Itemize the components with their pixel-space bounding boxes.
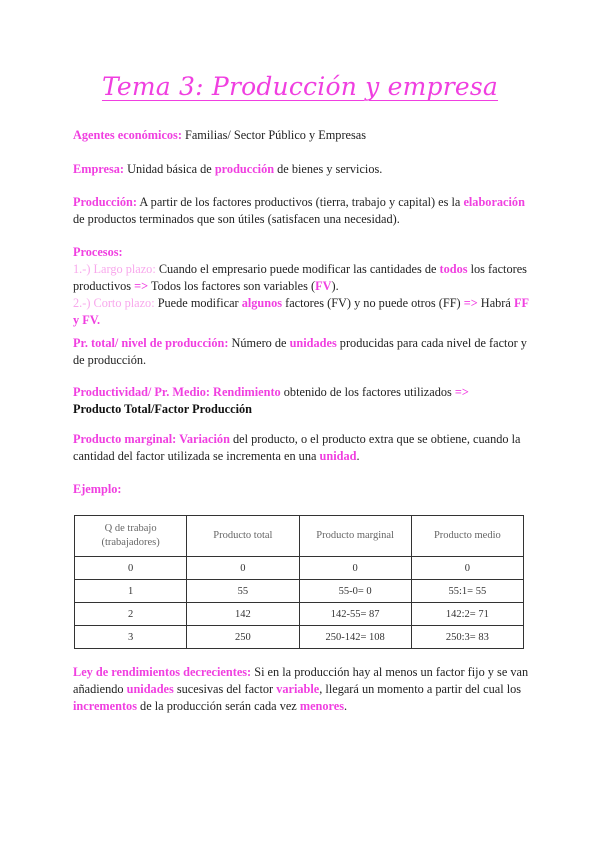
productividad-formula: Producto Total/Factor Producción xyxy=(73,402,252,416)
agentes-label: Agentes económicos: xyxy=(73,128,182,142)
table-row xyxy=(75,626,524,649)
agentes-text: Familias/ Sector Público y Empresas xyxy=(181,128,367,142)
productividad-paragraph: Productividad/ Pr. Medio: Rendimiento obtenido de los factores utilizados => Producto Total/Factor Producción xyxy=(73,384,533,418)
ley-label: Ley de rendimientos decrecientes: xyxy=(73,665,252,679)
ley-paragraph: Ley de rendimientos decrecientes: Si en la producción hay al menos un factor fijo y se van añadiendo unidades sucesivas del factor variable, llegará un momento a partir del cual los incrementos de la producción serán cada vez menores. xyxy=(73,665,529,713)
table-cell: 250 xyxy=(187,626,299,649)
table-cell: 55 xyxy=(187,580,299,603)
corto-plazo-item: 2.-) Corto plazo: Puede modificar algunos factores (FV) y no puede otros (FF) => Habrá FF y FV. xyxy=(73,296,529,327)
productividad-label: Productividad/ Pr. Medio: xyxy=(73,385,210,399)
largo-plazo-item: 1.-) Largo plazo: Cuando el empresario puede modificar las cantidades de todos los factores productivos => Todos los factores son variables (FV). xyxy=(73,262,527,293)
table-header-cell: Producto medio xyxy=(411,516,523,557)
table-cell: 55-0= 0 xyxy=(299,580,411,603)
table-header-cell: Producto total xyxy=(187,516,299,557)
table-header-cell: Q de trabajo (trabajadores) xyxy=(75,516,187,557)
agentes-paragraph xyxy=(73,127,533,144)
table-cell: 0 xyxy=(411,557,523,580)
table-cell: 142-55= 87 xyxy=(299,603,411,626)
table-header-cell: Producto marginal xyxy=(299,516,411,557)
table-cell: 250:3= 83 xyxy=(411,626,523,649)
procesos-section xyxy=(73,244,533,329)
table-cell: 142:2= 71 xyxy=(411,603,523,626)
prtotal-paragraph: Pr. total/ nivel de producción: Número de unidades producidas para cada nivel de factor y de producción. xyxy=(73,336,527,367)
prtotal-label: Pr. total/ nivel de producción: xyxy=(73,336,229,350)
produccion-paragraph: Producción: A partir de los factores productivos (tierra, trabajo y capital) es la elaboración de productos terminados que son útiles (satisfacen una necesidad). xyxy=(73,195,525,226)
marginal-label: Producto marginal: xyxy=(73,432,177,446)
procesos-label: Procesos: xyxy=(73,245,123,259)
example-table xyxy=(74,515,524,649)
table-cell: 142 xyxy=(187,603,299,626)
table-row xyxy=(75,557,524,580)
table-cell: 2 xyxy=(75,603,187,626)
table-cell: 3 xyxy=(75,626,187,649)
marginal-paragraph: Producto marginal: Variación del producto, o el producto extra que se obtiene, cuando la cantidad del factor utilizada se incrementa en una unidad. xyxy=(73,432,521,463)
ejemplo-heading: Ejemplo: xyxy=(73,482,122,496)
empresa-paragraph: Empresa: Unidad básica de producción de bienes y servicios. xyxy=(73,162,383,176)
produccion-label: Producción: xyxy=(73,195,137,209)
empresa-label: Empresa: xyxy=(73,162,125,176)
page-title: Tema 3: Producción y empresa xyxy=(101,72,499,101)
table-cell: 0 xyxy=(187,557,299,580)
table-cell: 0 xyxy=(75,557,187,580)
table-header-row xyxy=(75,516,524,557)
table-cell: 1 xyxy=(75,580,187,603)
table-row xyxy=(75,580,524,603)
table-cell: 0 xyxy=(299,557,411,580)
table-cell: 250-142= 108 xyxy=(299,626,411,649)
table-row xyxy=(75,603,524,626)
table-cell: 55:1= 55 xyxy=(411,580,523,603)
